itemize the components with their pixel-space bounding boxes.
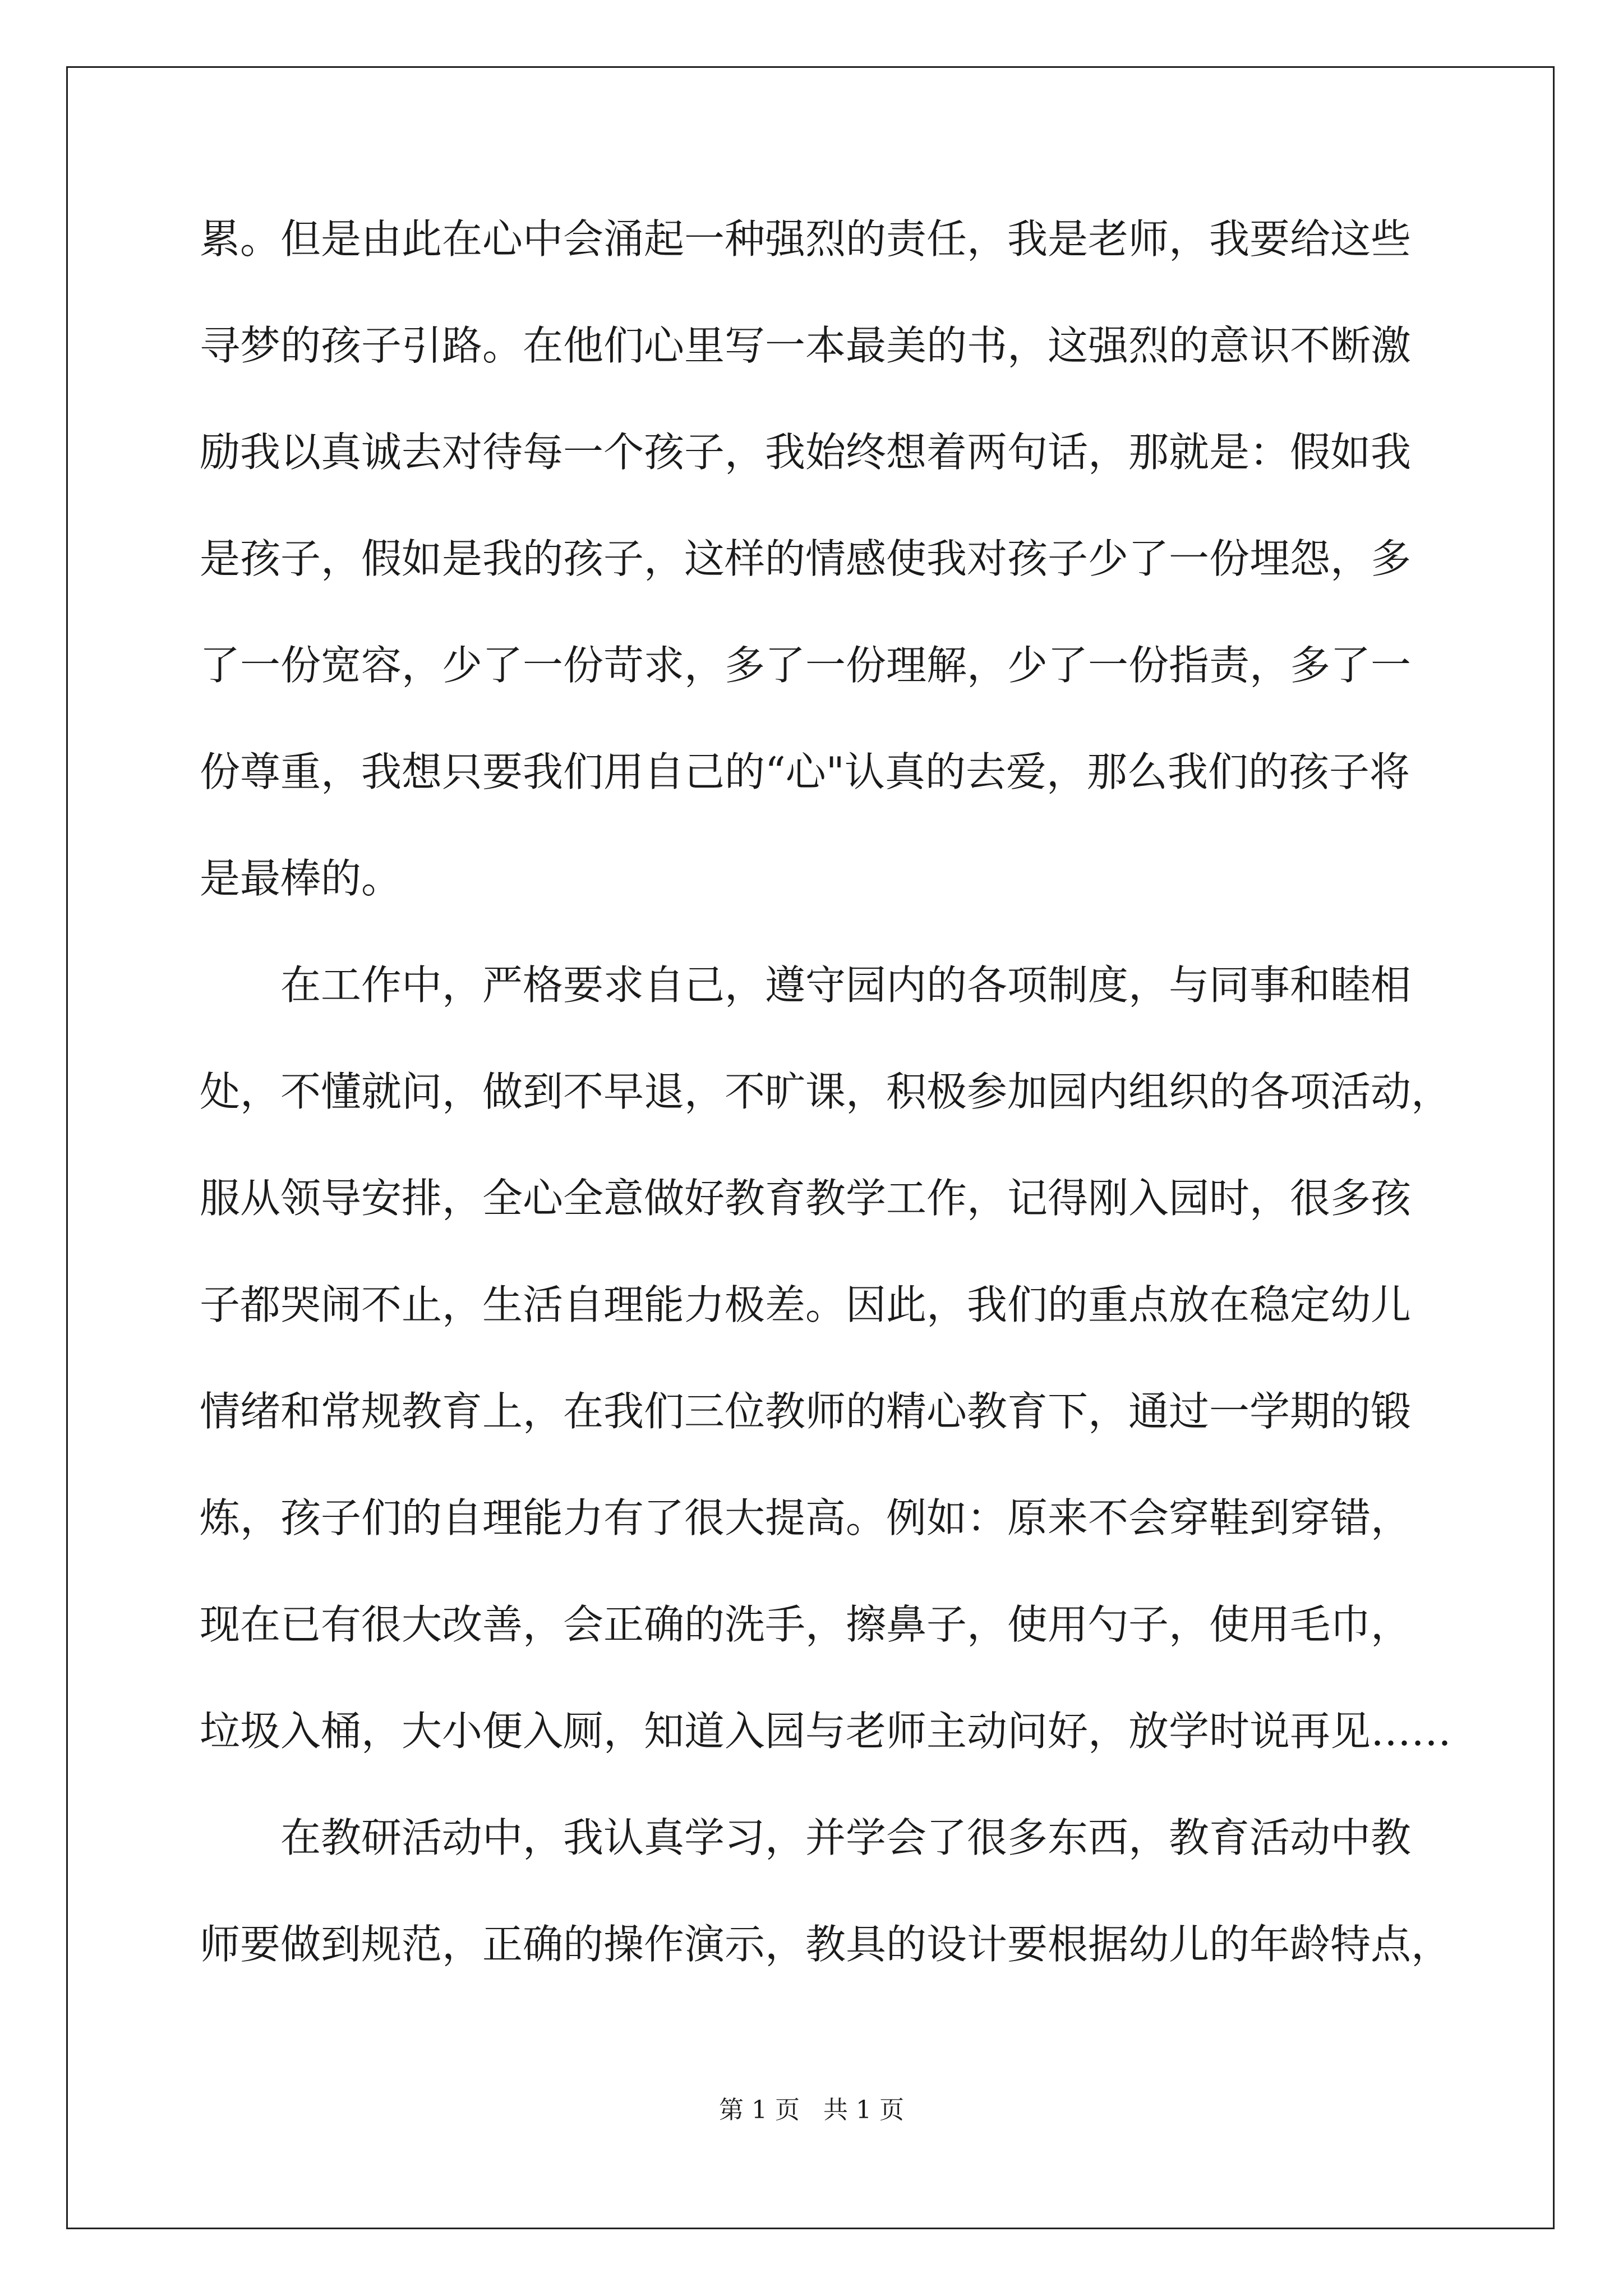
text-line: 炼，孩子们的自理能力有了很大提高。例如：原来不会穿鞋到穿错， — [200, 1494, 1412, 1542]
text-line: 寻梦的孩子引路。在他们心里写一本最美的书，这强烈的意识不断激 — [200, 322, 1412, 369]
text-line: 了一份宽容，少了一份苛求，多了一份理解，少了一份指责，多了一 — [200, 642, 1412, 689]
text-line: 子都哭闹不止，生活自理能力极差。因此，我们的重点放在稳定幼儿 — [200, 1281, 1412, 1328]
text-line: 垃圾入桶，大小便入厕，知道入园与老师主动问好，放学时说再见…… — [200, 1708, 1452, 1755]
text-line: 现在已有很大改善，会正确的洗手，擦鼻子，使用勺子，使用毛巾， — [200, 1601, 1412, 1648]
text-line: 在工作中，严格要求自己，遵守园内的各项制度，与同事和睦相 — [200, 961, 1412, 1009]
text-line: 在教研活动中，我认真学习，并学会了很多东西，教育活动中教 — [200, 1814, 1412, 1861]
text-line: 服从领导安排，全心全意做好教育教学工作，记得刚入园时，很多孩 — [200, 1175, 1412, 1222]
document-body — [200, 215, 1452, 2031]
text-line: 累。但是由此在心中会涌起一种强烈的责任，我是老师，我要给这些 — [200, 215, 1412, 263]
page-number-footer: 第 1 页 共 1 页 — [719, 2096, 904, 2124]
text-line: 情绪和常规教育上，在我们三位教师的精心教育下，通过一学期的锻 — [200, 1388, 1412, 1435]
text-line: 师要做到规范，正确的操作演示，教具的设计要根据幼儿的年龄特点， — [200, 1921, 1452, 1968]
text-line: 处，不懂就问，做到不早退，不旷课，积极参加园内组织的各项活动， — [200, 1068, 1452, 1115]
text-line: 是孩子，假如是我的孩子，这样的情感使我对孩子少了一份埋怨，多 — [200, 535, 1412, 582]
text-line: 励我以真诚去对待每一个孩子，我始终想着两句话，那就是：假如我 — [200, 429, 1412, 476]
text-line: 份尊重，我想只要我们用自己的“心"认真的去爱，那么我们的孩子将 — [200, 748, 1410, 795]
text-line: 是最棒的。 — [200, 855, 402, 902]
